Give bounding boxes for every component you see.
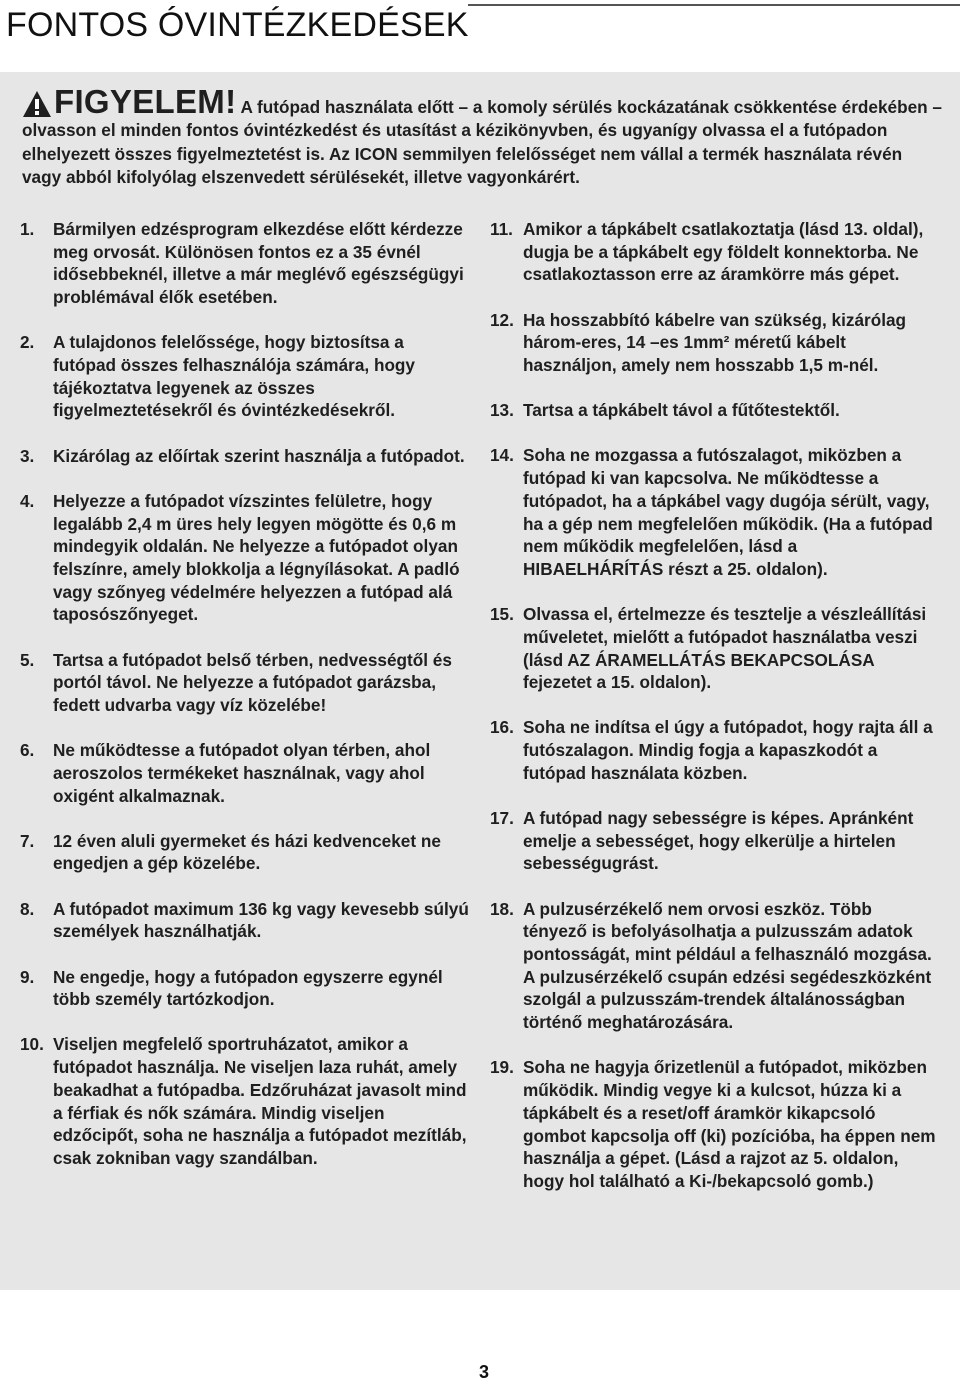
precaution-item [20, 966, 470, 1011]
item-number: 10. [20, 1034, 44, 1055]
item-text: A tulajdonos felelőssége, hogy biztosítsa a futópad összes felhasználója számára, hogy tájékoztatva legyenek az összes figyelmeztetésekről és óvintézkedésekről. [53, 332, 415, 421]
item-number: 5. [20, 649, 35, 670]
item-text: Olvassa el, értelmezze és tesztelje a vészleállítási műveletet, mielőtt a futópadot használatba veszi (lásd AZ ÁRAMELLÁTÁS BEKAPCSOLÁSA fejezetet a 15. oldalon). [523, 604, 927, 693]
right-column [490, 218, 940, 1215]
item-number: 3. [20, 445, 35, 466]
precaution-item [20, 218, 470, 309]
item-number: 9. [20, 966, 35, 987]
item-number: 6. [20, 740, 35, 761]
warning-heading: FIGYELEM! [54, 83, 237, 120]
precaution-item [20, 830, 470, 875]
item-text: Soha ne hagyja őrizetlenül a futópadot, miközben működik. Mindig vegye ki a kulcsot, húzza ki a tápkábelt és a reset/off áramkör kikapcsoló gombot kapcsolja off (ki) pozícióba, ha éppen nem használja a gépet. (Lásd a rajzot az 5. oldalon, hogy hol található a Ki-/bekapcsoló gomb.) [523, 1057, 936, 1191]
page-header [0, 0, 960, 50]
item-text: 12 éven aluli gyermeket és házi kedvenceket ne engedjen a gép közelébe. [53, 830, 441, 874]
item-number: 16. [490, 717, 514, 738]
precaution-item [490, 218, 940, 286]
item-number: 14. [490, 445, 514, 466]
item-number: 19. [490, 1057, 514, 1078]
item-number: 15. [490, 604, 514, 625]
item-text: Kizárólag az előírtak szerint használja a futópadot. [53, 445, 465, 466]
left-column [20, 218, 470, 1192]
item-number: 11. [490, 219, 513, 239]
precaution-item [20, 739, 470, 807]
precaution-item [490, 898, 940, 1034]
item-number: 17. [490, 808, 514, 829]
precaution-item [20, 1033, 470, 1169]
precaution-item [20, 490, 470, 626]
header-rule [468, 4, 960, 6]
precaution-item [490, 399, 940, 422]
precaution-item [20, 445, 470, 468]
warning-heading-group [22, 83, 236, 120]
precaution-item [20, 649, 470, 717]
precaution-item [490, 309, 940, 377]
precaution-item [490, 807, 940, 875]
item-number: 13. [490, 400, 514, 421]
item-number: 12. [490, 309, 514, 330]
warning-paragraph [22, 83, 942, 190]
item-number: 2. [20, 332, 35, 353]
item-text: Soha ne indítsa el úgy a futópadot, hogy rajta áll a futószalagon. Mindig fogja a kapaszkodót a futópad használata közben. [523, 717, 933, 783]
item-text: Bármilyen edzésprogram elkezdése előtt kérdezze meg orvosát. Különösen fontos ez a 35 évnél idősebbeknél, illetve a már meglévő egészségügyi problémával élők esetében. [53, 219, 464, 308]
item-text: Tartsa a tápkábelt távol a fűtőtestektől. [523, 400, 840, 421]
warning-triangle-icon [22, 90, 52, 118]
warning-text: A futópad használata előtt – a komoly sérülés kockázatának csökkentése érdekében – olvasson el minden fontos óvintézkedést és utasítást a kézikönyvben, és ugyanígy olvassa el a futópadon elhelyezett összes figyelmeztetést is. Az ICON semmilyen felelősséget nem vállal a termék használata révén vagy abból kifolyólag elszenvedett sérülésekét, illetve vagyonkárért. [22, 97, 942, 188]
item-number: 4. [20, 490, 35, 511]
precaution-item [20, 331, 470, 422]
item-text: A futópadot maximum 136 kg vagy kevesebb súlyú személyek használhatják. [53, 898, 469, 942]
precaution-item [490, 603, 940, 694]
item-text: Soha ne mozgassa a futószalagot, miközben a futópad ki van kapcsolva. Ne működtesse a futópadot, ha a tápkábel vagy dugója sérült, vagy, ha a gép nem megfelelően működik. (Ha a futópad nem működik megfelelően, lásd a HIBAELHÁRÍTÁS részt a 25. oldalon). [523, 445, 933, 579]
precaution-item [490, 1056, 940, 1192]
item-number: 8. [20, 898, 35, 919]
item-text: Ne működtesse a futópadot olyan térben, ahol aeroszolos termékeket használnak, vagy ahol oxigént alkalmaznak. [53, 740, 431, 806]
item-text: Ha hosszabbító kábelre van szükség, kizárólag három-eres, 14 –es 1mm² méretű kábelt használjon, amely nem hosszabb 1,5 m-nél. [523, 309, 907, 376]
item-number: 7. [20, 830, 35, 851]
item-text: Helyezze a futópadot vízszintes felületre, hogy legalább 2,4 m üres hely legyen mögötte és 0,6 m mindegyik oldalán. Ne helyezze a futópadot olyan felszínre, amely blokkolja a légnyílásokat. A padló vagy szőnyeg védelmére helyezzen a futópad alá taposószőnyeget. [53, 490, 460, 625]
item-number: 18. [490, 898, 514, 919]
item-text: A pulzusérzékelő nem orvosi eszköz. Több tényező is befolyásolhatja a pulzusszám adatok pontosságát, mint például a felhasználó mozgása. A pulzusérzékelő csupán edzési segédeszközként szolgál a pulzusszám-trendek általánosságban történő meghatározására. [523, 898, 932, 1033]
item-number: 1. [20, 219, 35, 239]
item-text: Tartsa a futópadot belső térben, nedvességtől és portól távol. Ne helyezze a futópadot garázsba, fedett udvarba vagy víz közelébe! [53, 649, 452, 715]
precaution-item [490, 444, 940, 580]
item-text: Amikor a tápkábelt csatlakoztatja (lásd 13. oldal), dugja be a tápkábelt egy földelt konnektorba. Ne csatlakoztasson erre az áramkörre más gépet. [523, 219, 924, 285]
page-title: FONTOS ÓVINTÉZKEDÉSEK [6, 6, 469, 44]
item-text: Viseljen megfelelő sportruházatot, amikor a futópadot használja. Ne viseljen laza ruhát, amely beakadhat a futópadba. Edzőruházat javasolt mind a férfiak és nők számára. Mindig viseljen edzőcipőt, soha ne használja a futópadot mezítláb, csak zokniban vagy szandálban. [53, 1034, 467, 1168]
item-text: Ne engedje, hogy a futópadon egyszerre egynél több személy tartózkodjon. [53, 966, 443, 1010]
safety-panel [0, 72, 960, 1290]
precaution-item [20, 898, 470, 943]
page-number: 3 [478, 1362, 489, 1382]
precaution-item [490, 716, 940, 784]
item-text: A futópad nagy sebességre is képes. Apránként emelje a sebességet, hogy elkerülje a hirtelen sebességugrást. [523, 808, 914, 874]
